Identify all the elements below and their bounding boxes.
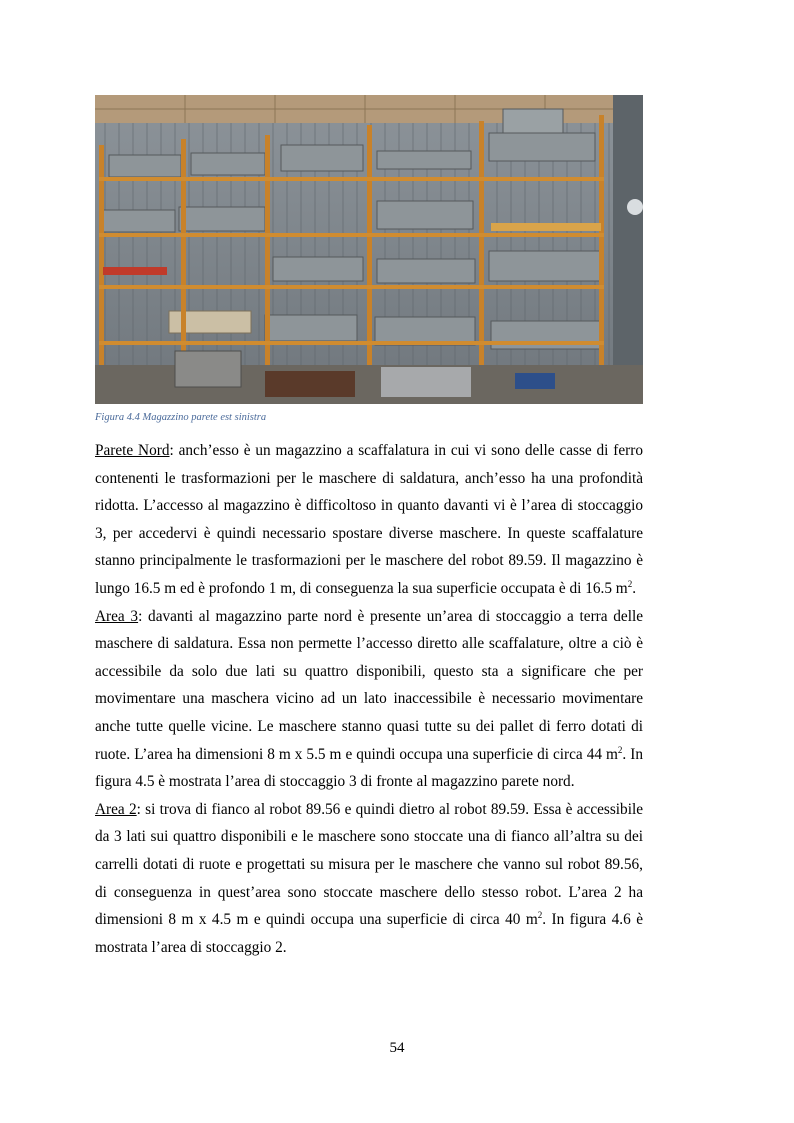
body-text [95, 437, 643, 961]
paragraph-area-3: Area 3: davanti al magazzino parte nord è presente un’area di stoccaggio a terra delle maschere di saldatura. Essa non permette l’accesso diretto alle scaffalature, oltre a ciò è accessibile da solo due lati su quattro disponibili, questo sta a significare che per movimentare una maschera vicino ad un lato inaccessibile è necessario movimentare anche tutte quelle vicine. Le maschere stanno quasi tutte su dei pallet di ferro dotati di ruote. L’area ha dimensioni 8 m x 5.5 m e quindi occupa una superficie di circa 44 $m^2$. In figura 4.5 è mostrata l’area di stoccaggio 3 di fronte al magazzino parete nord. [95, 607, 644, 791]
warehouse-shelving-photo [95, 95, 643, 404]
paragraph-area-2: Area 2: si trova di fianco al robot 89.56 e quindi dietro al robot 89.59. Essa è accessibile da 3 lati sui quattro disponibili e le maschere sono stoccate una di fianco all’altra su dei carrelli dotati di ruote e progettati su misura per le maschere che vanno sul robot 89.56, di conseguenza in quest’area sono stoccate maschere dello stesso robot. L’area 2 ha dimensioni 8 m x 4.5 m e quindi occupa una superficie di circa 40 $m^2$. In figura 4.6 è mostrata l’area di stoccaggio 2. [95, 800, 643, 956]
paragraph-parete-nord: Parete Nord: anch’esso è un magazzino a scaffalatura in cui vi sono delle casse di ferro contenenti le trasformazioni per le maschere di saldatura, anch’esso ha una profondità ridotta. L’accesso al magazzino è difficoltoso in quanto davanti vi è l’area di stoccaggio 3, per accedervi è quindi necessario spostare diverse maschere. In queste scaffalature stanno principalmente le trasformazioni per le maschere del robot 89.59. Il magazzino è lungo 16.5 m ed è profondo 1 m, di conseguenza la sua superficie occupata è di 16.5 $m^2$. [95, 442, 643, 597]
heading-parete-nord: Parete Nord [95, 442, 170, 459]
figure-caption: Figura 4.4 Magazzino parete est sinistra [95, 412, 267, 423]
heading-area-3: Area 3 [95, 607, 139, 625]
page-number: 54 [389, 1040, 405, 1056]
heading-area-2: Area 2 [95, 800, 137, 818]
